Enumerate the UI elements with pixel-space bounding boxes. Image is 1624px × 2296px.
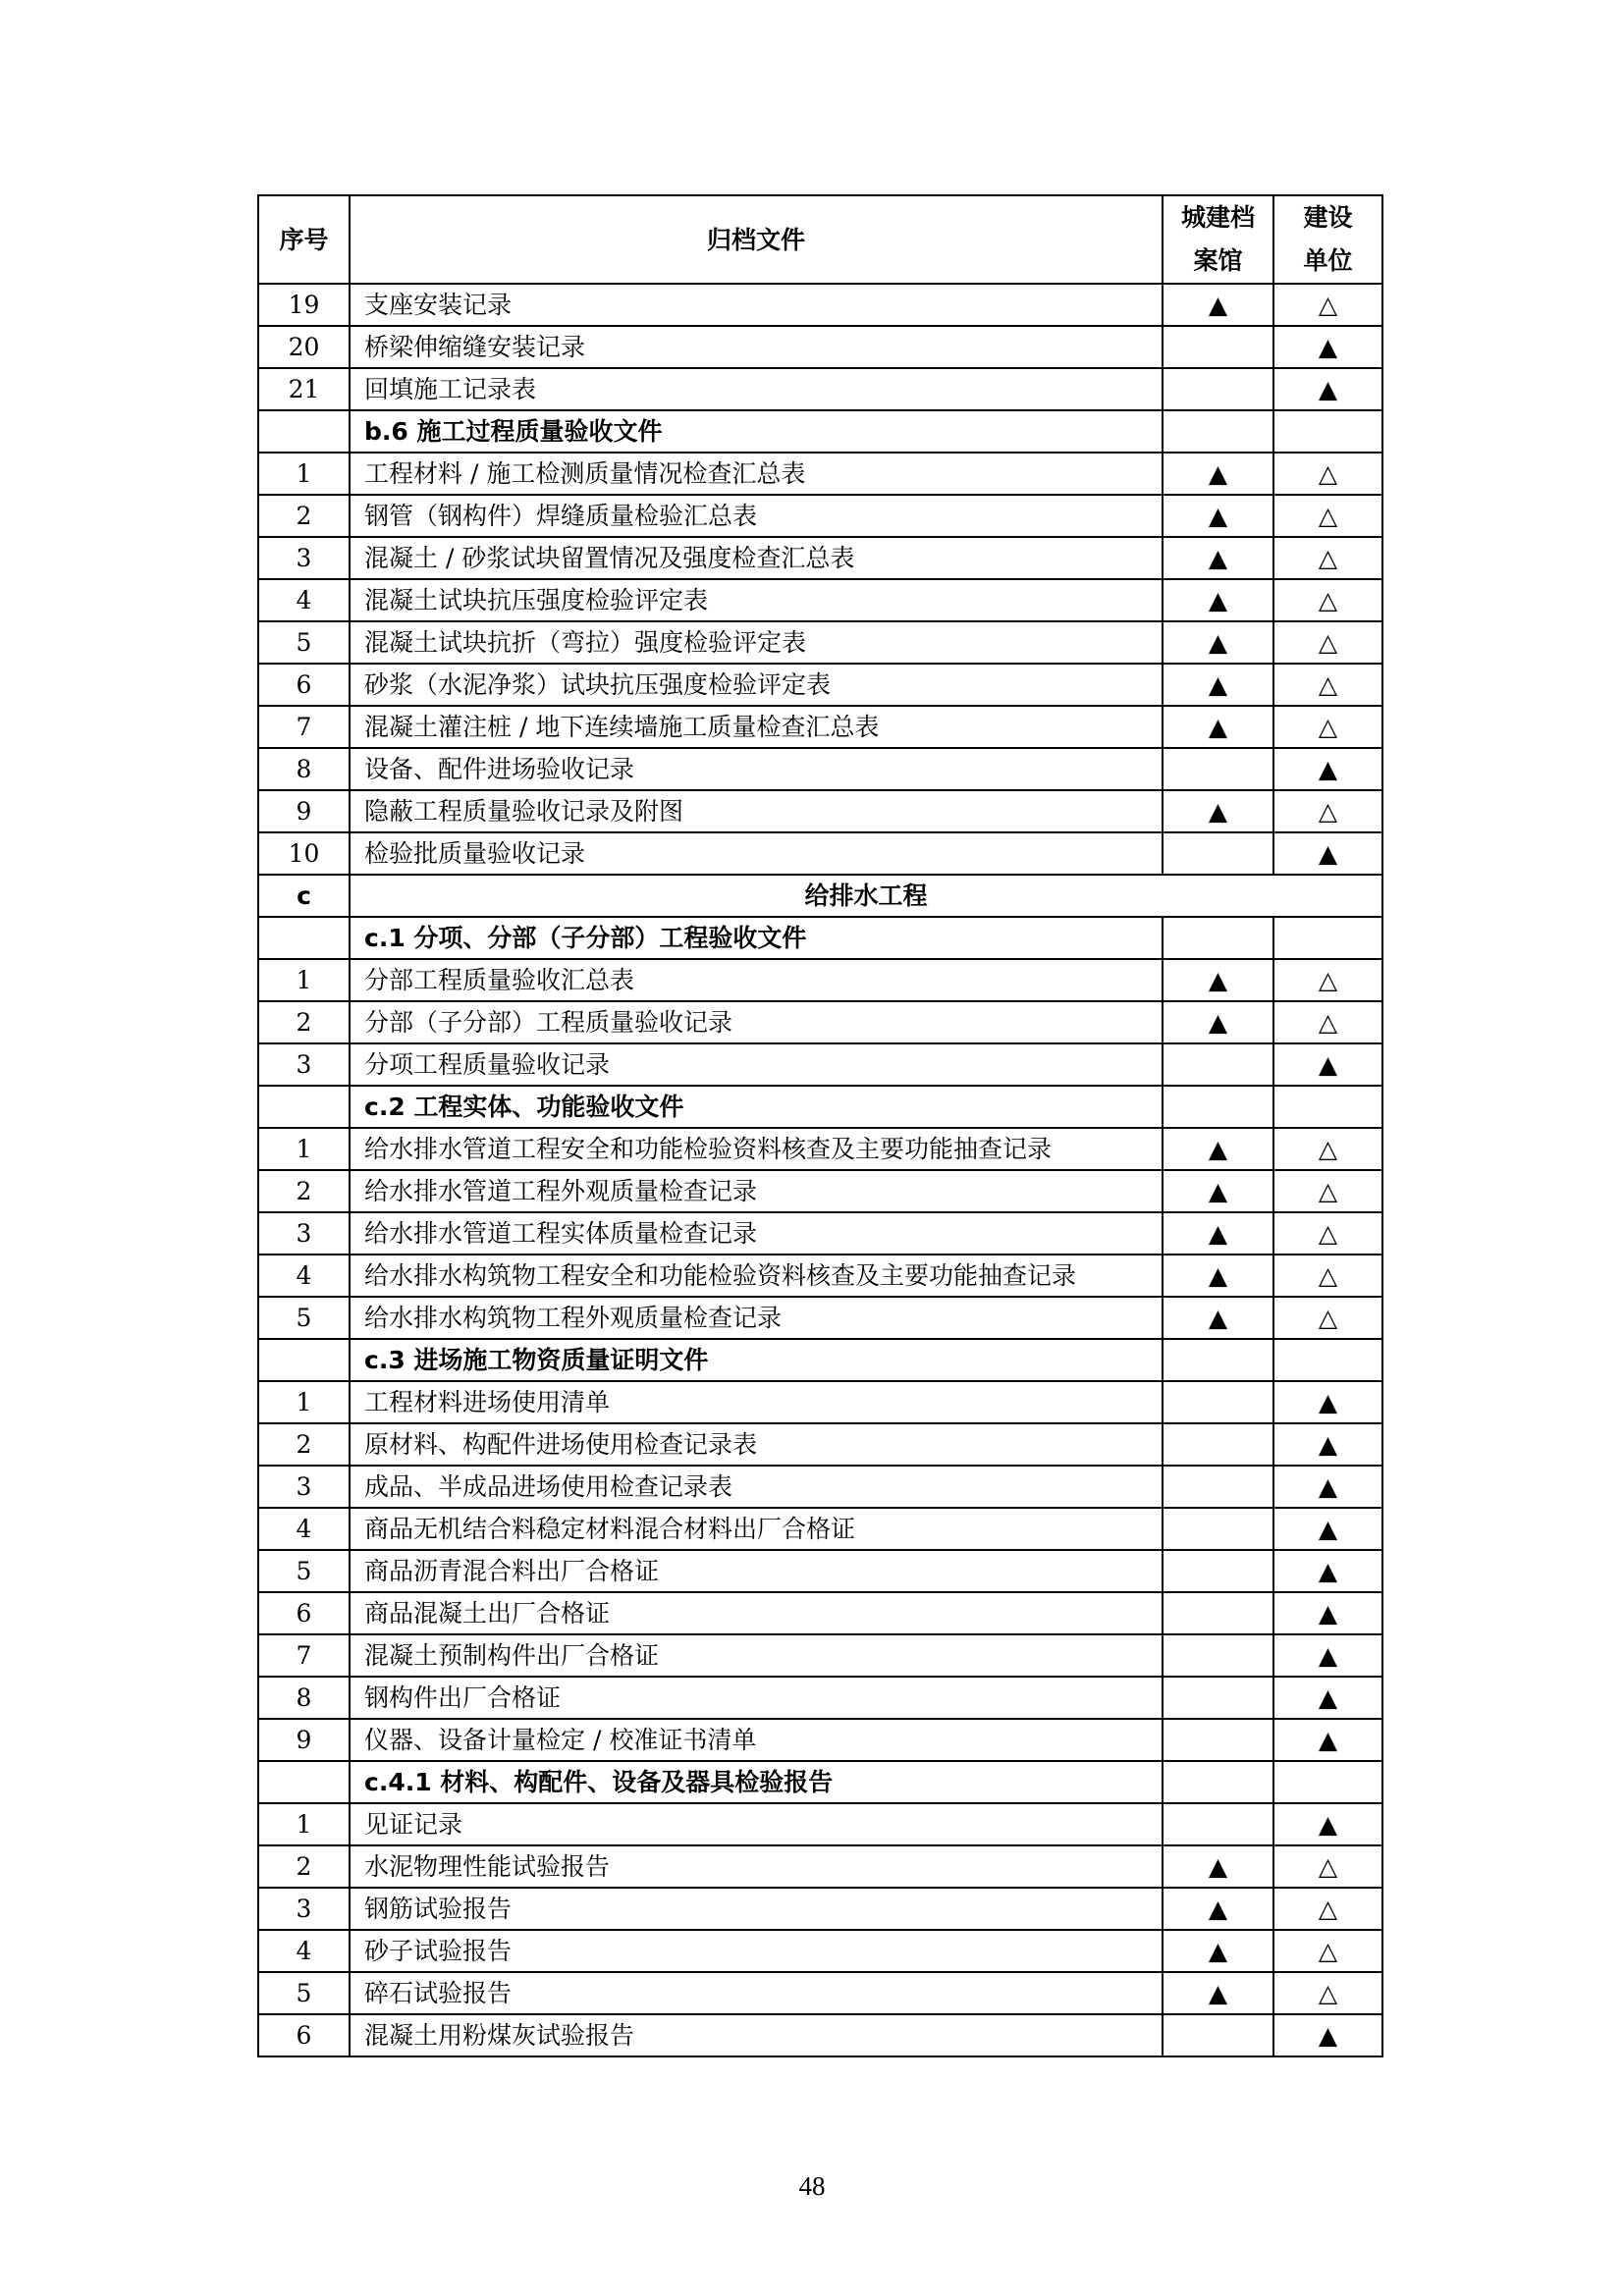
table-row (258, 1972, 1382, 2014)
row-city-archive-mark: ▲ (1163, 495, 1273, 537)
row-construction-unit-mark: △ (1273, 537, 1382, 579)
row-file-name: 砂子试验报告 (350, 1930, 1163, 1972)
row-file-name: 混凝土预制构件出厂合格证 (350, 1634, 1163, 1677)
row-construction-unit-mark: △ (1273, 284, 1382, 326)
row-city-archive-mark (1163, 368, 1273, 410)
row-construction-unit-mark: △ (1273, 1888, 1382, 1930)
row-city-archive-mark (1163, 1719, 1273, 1761)
table-row (258, 664, 1382, 706)
page-number: 48 (798, 2171, 826, 2201)
table-row (258, 368, 1382, 410)
row-construction-unit-mark: △ (1273, 706, 1382, 748)
section-title: c.1 分项、分部（子分部）工程验收文件 (350, 917, 1163, 959)
table-row (258, 959, 1382, 1001)
row-construction-unit-mark: △ (1273, 959, 1382, 1001)
row-serial-number: 21 (258, 368, 350, 410)
row-serial-number: 2 (258, 1001, 350, 1043)
table-row (258, 1423, 1382, 1466)
row-serial-number: 8 (258, 1677, 350, 1719)
table-row (258, 1466, 1382, 1508)
section-heading-row (258, 1086, 1382, 1128)
row-serial-number: 19 (258, 284, 350, 326)
row-construction-unit-mark: △ (1273, 1128, 1382, 1170)
table-row (258, 1677, 1382, 1719)
row-file-name: 商品混凝土出厂合格证 (350, 1592, 1163, 1634)
row-construction-unit-mark: △ (1273, 1297, 1382, 1339)
row-city-archive-mark: ▲ (1163, 1888, 1273, 1930)
section-construction-unit-cell (1273, 410, 1382, 453)
table-row (258, 1592, 1382, 1634)
table-row (258, 1634, 1382, 1677)
row-file-name: 仪器、设备计量检定 / 校准证书清单 (350, 1719, 1163, 1761)
row-construction-unit-mark: ▲ (1273, 326, 1382, 368)
row-serial-number: 4 (258, 579, 350, 621)
row-construction-unit-mark: ▲ (1273, 1466, 1382, 1508)
row-serial-number: 5 (258, 1972, 350, 2014)
row-construction-unit-mark: ▲ (1273, 1677, 1382, 1719)
row-serial-number: 1 (258, 453, 350, 495)
row-file-name: 原材料、构配件进场使用检查记录表 (350, 1423, 1163, 1466)
header-construction-unit (1273, 195, 1382, 284)
section-construction-unit-cell (1273, 1086, 1382, 1128)
row-city-archive-mark (1163, 1043, 1273, 1086)
table-row (258, 1888, 1382, 1930)
row-city-archive-mark: ▲ (1163, 579, 1273, 621)
row-serial-number: 3 (258, 1212, 350, 1255)
row-city-archive-mark: ▲ (1163, 537, 1273, 579)
row-serial-number: 6 (258, 2014, 350, 2056)
row-serial-number: 5 (258, 1297, 350, 1339)
row-city-archive-mark (1163, 1803, 1273, 1845)
row-serial-number: 2 (258, 1845, 350, 1888)
section-heading-row (258, 1761, 1382, 1803)
section-heading-row (258, 410, 1382, 453)
row-file-name: 混凝土 / 砂浆试块留置情况及强度检查汇总表 (350, 537, 1163, 579)
section-heading-row (258, 917, 1382, 959)
row-file-name: 给水排水构筑物工程外观质量检查记录 (350, 1297, 1163, 1339)
row-file-name: 分部（子分部）工程质量验收记录 (350, 1001, 1163, 1043)
row-city-archive-mark (1163, 1466, 1273, 1508)
header-construction-unit-line1: 建设 (1303, 203, 1353, 232)
row-construction-unit-mark: ▲ (1273, 1719, 1382, 1761)
table-row (258, 1043, 1382, 1086)
section-city-archive-cell (1163, 1761, 1273, 1803)
table-row (258, 1930, 1382, 1972)
table-row (258, 1719, 1382, 1761)
table-row (258, 453, 1382, 495)
group-heading-row (258, 875, 1382, 917)
row-city-archive-mark (1163, 748, 1273, 790)
row-serial-number: 3 (258, 1888, 350, 1930)
row-city-archive-mark: ▲ (1163, 706, 1273, 748)
section-title: c.4.1 材料、构配件、设备及器具检验报告 (350, 1761, 1163, 1803)
table-row (258, 1170, 1382, 1212)
row-file-name: 混凝土试块抗压强度检验评定表 (350, 579, 1163, 621)
table-row (258, 1508, 1382, 1550)
row-serial-number: 9 (258, 1719, 350, 1761)
row-construction-unit-mark: △ (1273, 453, 1382, 495)
table-row (258, 495, 1382, 537)
section-serial-cell (258, 1086, 350, 1128)
table-row (258, 748, 1382, 790)
row-serial-number: 3 (258, 1466, 350, 1508)
row-file-name: 给水排水管道工程实体质量检查记录 (350, 1212, 1163, 1255)
row-construction-unit-mark: ▲ (1273, 1043, 1382, 1086)
row-city-archive-mark (1163, 1508, 1273, 1550)
row-city-archive-mark: ▲ (1163, 1930, 1273, 1972)
row-file-name: 碎石试验报告 (350, 1972, 1163, 2014)
row-serial-number: 2 (258, 495, 350, 537)
row-construction-unit-mark: △ (1273, 1972, 1382, 2014)
row-file-name: 见证记录 (350, 1803, 1163, 1845)
row-city-archive-mark: ▲ (1163, 1212, 1273, 1255)
row-serial-number: 1 (258, 959, 350, 1001)
section-city-archive-cell (1163, 410, 1273, 453)
row-file-name: 隐蔽工程质量验收记录及附图 (350, 790, 1163, 832)
header-archive-file: 归档文件 (350, 195, 1163, 284)
row-file-name: 钢筋试验报告 (350, 1888, 1163, 1930)
row-serial-number: 1 (258, 1381, 350, 1423)
row-construction-unit-mark: ▲ (1273, 1592, 1382, 1634)
row-construction-unit-mark: ▲ (1273, 748, 1382, 790)
row-serial-number: 2 (258, 1170, 350, 1212)
row-file-name: 分部工程质量验收汇总表 (350, 959, 1163, 1001)
row-serial-number: 8 (258, 748, 350, 790)
section-construction-unit-cell (1273, 1339, 1382, 1381)
row-file-name: 检验批质量验收记录 (350, 832, 1163, 875)
row-construction-unit-mark: ▲ (1273, 368, 1382, 410)
row-construction-unit-mark: △ (1273, 495, 1382, 537)
table-row (258, 1001, 1382, 1043)
row-serial-number: 9 (258, 790, 350, 832)
section-title: c.2 工程实体、功能验收文件 (350, 1086, 1163, 1128)
table-header-row (258, 195, 1382, 284)
row-file-name: 商品无机结合料稳定材料混合材料出厂合格证 (350, 1508, 1163, 1550)
row-serial-number: 5 (258, 621, 350, 664)
row-serial-number: 5 (258, 1550, 350, 1592)
row-file-name: 工程材料 / 施工检测质量情况检查汇总表 (350, 453, 1163, 495)
section-serial-cell (258, 1339, 350, 1381)
row-city-archive-mark: ▲ (1163, 1297, 1273, 1339)
row-serial-number: 6 (258, 664, 350, 706)
table-row (258, 790, 1382, 832)
table-body (258, 284, 1382, 2056)
table-row (258, 621, 1382, 664)
table-row (258, 284, 1382, 326)
row-serial-number: 3 (258, 537, 350, 579)
header-city-archive (1163, 195, 1273, 284)
row-serial-number: 3 (258, 1043, 350, 1086)
row-serial-number: 4 (258, 1508, 350, 1550)
table-row (258, 1803, 1382, 1845)
group-serial-number: c (258, 875, 350, 917)
section-city-archive-cell (1163, 1086, 1273, 1128)
row-city-archive-mark: ▲ (1163, 621, 1273, 664)
section-title: b.6 施工过程质量验收文件 (350, 410, 1163, 453)
table-row (258, 326, 1382, 368)
table-row (258, 579, 1382, 621)
row-construction-unit-mark: △ (1273, 1212, 1382, 1255)
row-file-name: 给水排水构筑物工程安全和功能检验资料核查及主要功能抽查记录 (350, 1255, 1163, 1297)
row-city-archive-mark (1163, 1381, 1273, 1423)
row-construction-unit-mark: ▲ (1273, 2014, 1382, 2056)
row-city-archive-mark (1163, 1550, 1273, 1592)
archive-file-table (257, 194, 1383, 2057)
row-file-name: 给水排水管道工程安全和功能检验资料核查及主要功能抽查记录 (350, 1128, 1163, 1170)
row-serial-number: 7 (258, 706, 350, 748)
section-construction-unit-cell (1273, 917, 1382, 959)
row-file-name: 钢管（钢构件）焊缝质量检验汇总表 (350, 495, 1163, 537)
row-file-name: 水泥物理性能试验报告 (350, 1845, 1163, 1888)
row-city-archive-mark (1163, 1423, 1273, 1466)
table-row (258, 537, 1382, 579)
row-city-archive-mark: ▲ (1163, 1845, 1273, 1888)
row-serial-number: 20 (258, 326, 350, 368)
row-construction-unit-mark: ▲ (1273, 1423, 1382, 1466)
table-row (258, 706, 1382, 748)
section-construction-unit-cell (1273, 1761, 1382, 1803)
row-construction-unit-mark: ▲ (1273, 1634, 1382, 1677)
row-construction-unit-mark: △ (1273, 1170, 1382, 1212)
row-city-archive-mark: ▲ (1163, 284, 1273, 326)
section-title: c.3 进场施工物资质量证明文件 (350, 1339, 1163, 1381)
table-row (258, 832, 1382, 875)
row-file-name: 钢构件出厂合格证 (350, 1677, 1163, 1719)
row-construction-unit-mark: △ (1273, 1930, 1382, 1972)
row-city-archive-mark: ▲ (1163, 453, 1273, 495)
header-city-archive-line1: 城建档 (1180, 203, 1255, 232)
row-city-archive-mark: ▲ (1163, 664, 1273, 706)
row-file-name: 砂浆（水泥净浆）试块抗压强度检验评定表 (350, 664, 1163, 706)
row-construction-unit-mark: △ (1273, 621, 1382, 664)
row-file-name: 给水排水管道工程外观质量检查记录 (350, 1170, 1163, 1212)
group-title: 给排水工程 (350, 875, 1382, 917)
row-construction-unit-mark: ▲ (1273, 1803, 1382, 1845)
row-city-archive-mark: ▲ (1163, 1128, 1273, 1170)
row-construction-unit-mark: ▲ (1273, 1508, 1382, 1550)
header-city-archive-line2: 案馆 (1193, 246, 1243, 275)
table-row (258, 1297, 1382, 1339)
row-city-archive-mark: ▲ (1163, 1170, 1273, 1212)
row-file-name: 混凝土灌注桩 / 地下连续墙施工质量检查汇总表 (350, 706, 1163, 748)
row-file-name: 商品沥青混合料出厂合格证 (350, 1550, 1163, 1592)
row-city-archive-mark: ▲ (1163, 1001, 1273, 1043)
table-row (258, 1550, 1382, 1592)
table-row (258, 2014, 1382, 2056)
row-serial-number: 1 (258, 1128, 350, 1170)
row-city-archive-mark (1163, 2014, 1273, 2056)
table-row (258, 1212, 1382, 1255)
row-construction-unit-mark: △ (1273, 579, 1382, 621)
header-serial-number: 序号 (258, 195, 350, 284)
header-construction-unit-line2: 单位 (1303, 246, 1353, 275)
row-construction-unit-mark: ▲ (1273, 1381, 1382, 1423)
row-serial-number: 1 (258, 1803, 350, 1845)
row-file-name: 混凝土用粉煤灰试验报告 (350, 2014, 1163, 2056)
section-serial-cell (258, 1761, 350, 1803)
row-city-archive-mark: ▲ (1163, 1972, 1273, 2014)
row-city-archive-mark (1163, 1592, 1273, 1634)
row-construction-unit-mark: △ (1273, 1001, 1382, 1043)
row-city-archive-mark: ▲ (1163, 1255, 1273, 1297)
row-file-name: 回填施工记录表 (350, 368, 1163, 410)
row-file-name: 桥梁伸缩缝安装记录 (350, 326, 1163, 368)
row-serial-number: 6 (258, 1592, 350, 1634)
row-file-name: 支座安装记录 (350, 284, 1163, 326)
section-serial-cell (258, 410, 350, 453)
row-file-name: 设备、配件进场验收记录 (350, 748, 1163, 790)
row-city-archive-mark (1163, 1677, 1273, 1719)
row-construction-unit-mark: △ (1273, 664, 1382, 706)
row-city-archive-mark: ▲ (1163, 790, 1273, 832)
row-serial-number: 4 (258, 1930, 350, 1972)
row-city-archive-mark: ▲ (1163, 959, 1273, 1001)
row-construction-unit-mark: △ (1273, 1845, 1382, 1888)
section-city-archive-cell (1163, 1339, 1273, 1381)
row-construction-unit-mark: ▲ (1273, 832, 1382, 875)
row-serial-number: 2 (258, 1423, 350, 1466)
row-file-name: 混凝土试块抗折（弯拉）强度检验评定表 (350, 621, 1163, 664)
table-row (258, 1128, 1382, 1170)
row-city-archive-mark (1163, 326, 1273, 368)
row-city-archive-mark (1163, 1634, 1273, 1677)
section-city-archive-cell (1163, 917, 1273, 959)
table-row (258, 1845, 1382, 1888)
table-row (258, 1255, 1382, 1297)
row-serial-number: 7 (258, 1634, 350, 1677)
row-construction-unit-mark: ▲ (1273, 1550, 1382, 1592)
section-serial-cell (258, 917, 350, 959)
row-serial-number: 4 (258, 1255, 350, 1297)
section-heading-row (258, 1339, 1382, 1381)
row-construction-unit-mark: △ (1273, 790, 1382, 832)
row-file-name: 工程材料进场使用清单 (350, 1381, 1163, 1423)
row-serial-number: 10 (258, 832, 350, 875)
row-file-name: 成品、半成品进场使用检查记录表 (350, 1466, 1163, 1508)
table-row (258, 1381, 1382, 1423)
row-city-archive-mark (1163, 832, 1273, 875)
row-file-name: 分项工程质量验收记录 (350, 1043, 1163, 1086)
row-construction-unit-mark: △ (1273, 1255, 1382, 1297)
